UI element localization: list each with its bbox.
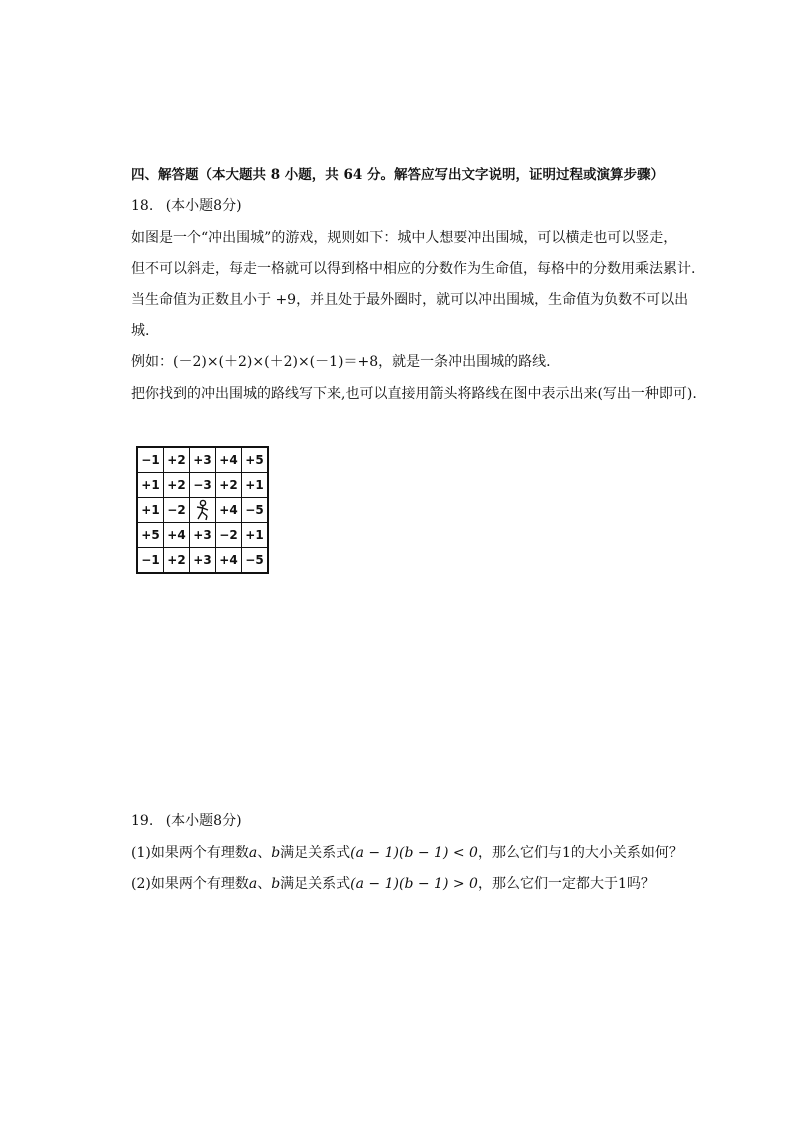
question-19-header <box>131 812 242 830</box>
grid-row <box>137 498 268 523</box>
part-2-suffix: ，那么它们一定都大于1吗？ <box>477 876 655 892</box>
grid-cell[interactable]: +1 <box>137 473 164 498</box>
question-18-line-2: 但不可以斜走，每走一格就可以得到格中相应的分数作为生命值，每格中的分数用乘法累计. <box>131 261 696 277</box>
grid-cell[interactable]: +3 <box>190 523 216 548</box>
grid-cell[interactable]: +4 <box>216 447 242 473</box>
grid-row <box>137 473 268 498</box>
grid-cell[interactable]: −3 <box>190 473 216 498</box>
grid-cell[interactable]: +3 <box>190 548 216 574</box>
var-a: a <box>248 876 258 892</box>
question-19-part-2 <box>131 875 655 893</box>
grid-cell[interactable]: +4 <box>216 548 242 574</box>
question-19-number: 19. <box>131 813 154 829</box>
part-1-prefix: (1)如果两个有理数 <box>131 845 249 861</box>
grid-cell[interactable]: −5 <box>242 548 269 574</box>
question-18-line-1: 如图是一个“冲出围城”的游戏，规则如下：城中人想要冲出围城，可以横走也可以竖走， <box>131 230 678 246</box>
question-18-line-4: 城. <box>131 323 150 339</box>
question-19-score: (本小题8分) <box>165 813 242 829</box>
grid-cell[interactable]: +4 <box>216 498 242 523</box>
question-18-example: 例如：(－2)×(＋2)×(＋2)×(－1)＝+8，就是一条冲出围城的路线. <box>131 354 551 370</box>
var-b: b <box>271 845 281 861</box>
part-2-expression: (a − 1)(b − 1) > 0 <box>350 876 478 892</box>
part-1-expression: (a − 1)(b − 1) < 0 <box>350 845 478 861</box>
grid-row <box>137 523 268 548</box>
escape-grid-table <box>136 446 269 574</box>
grid-cell[interactable]: +4 <box>164 523 190 548</box>
grid-cell[interactable]: −2 <box>164 498 190 523</box>
question-18-number: 18. <box>131 198 154 214</box>
grid-cell[interactable]: −2 <box>216 523 242 548</box>
grid-row <box>137 447 268 473</box>
grid-cell[interactable]: −5 <box>242 498 269 523</box>
part-1-mid: 满足关系式 <box>280 845 351 861</box>
running-person-icon <box>194 499 212 521</box>
grid-cell[interactable]: +2 <box>216 473 242 498</box>
var-a: a <box>248 845 258 861</box>
grid-cell[interactable]: +5 <box>242 447 269 473</box>
question-18-line-3: 当生命值为正数且小于 +9，并且处于最外圈时，就可以冲出围城，生命值为负数不可以出 <box>131 292 689 308</box>
question-19-part-1 <box>131 844 683 862</box>
grid-cell[interactable]: +5 <box>137 523 164 548</box>
grid-cell[interactable]: +2 <box>164 447 190 473</box>
question-18-header <box>131 197 242 215</box>
grid-cell[interactable]: +2 <box>164 473 190 498</box>
part-1-suffix: ，那么它们与1的大小关系如何？ <box>477 845 683 861</box>
grid-cell[interactable]: +1 <box>137 498 164 523</box>
var-b: b <box>271 876 281 892</box>
section-heading: 四、解答题（本大题共 8 小题，共 64 分。解答应写出文字说明，证明过程或演算步骤） <box>131 167 664 183</box>
separator: 、 <box>257 845 272 861</box>
separator: 、 <box>257 876 272 892</box>
grid-cell[interactable]: +2 <box>164 548 190 574</box>
question-18-score: (本小题8分) <box>165 198 242 214</box>
part-2-prefix: (2)如果两个有理数 <box>131 876 249 892</box>
part-2-mid: 满足关系式 <box>280 876 351 892</box>
grid-row <box>137 548 268 574</box>
grid-cell[interactable]: +1 <box>242 523 269 548</box>
grid-cell-center[interactable] <box>190 498 216 523</box>
question-18-instruction: 把你找到的冲出围城的路线写下来,也可以直接用箭头将路线在图中表示出来(写出一种即可). <box>131 386 697 402</box>
escape-grid <box>136 446 269 574</box>
grid-cell[interactable]: −1 <box>137 548 164 574</box>
grid-cell[interactable]: +1 <box>242 473 269 498</box>
grid-cell[interactable]: −1 <box>137 447 164 473</box>
grid-cell[interactable]: +3 <box>190 447 216 473</box>
